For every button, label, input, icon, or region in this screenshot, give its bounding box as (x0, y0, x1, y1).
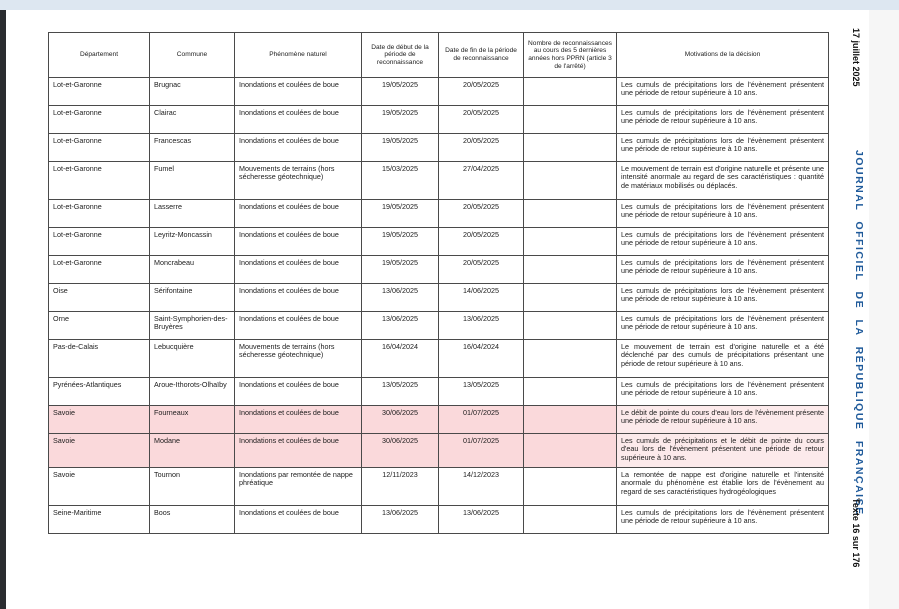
cell-nombre (524, 228, 617, 256)
cell-phenomene: Inondations et coulées de boue (235, 256, 362, 284)
cell-commune: Modane (150, 434, 235, 468)
cell-motivation: Les cumuls de précipitations lors de l'évènement présentent une période de retour supérieure à 10 ans. (617, 134, 829, 162)
cell-motivation: Les cumuls de précipitations lors de l'évènement présentent une période de retour supérieure à 10 ans. (617, 378, 829, 406)
cell-commune: Sérifontaine (150, 284, 235, 312)
cell-motivation: Le mouvement de terrain est d'origine naturelle et a été déclenché par des cumuls de précipitations présentant une période de retour supérieure à 10 ans. (617, 340, 829, 378)
cell-phenomene: Inondations et coulées de boue (235, 78, 362, 106)
cell-date-fin: 13/06/2025 (439, 506, 524, 534)
cell-motivation: Les cumuls de précipitations lors de l'évènement présentent une période de retour supérieure à 10 ans. (617, 228, 829, 256)
cell-commune: Francescas (150, 134, 235, 162)
cell-nombre (524, 256, 617, 284)
cell-nombre (524, 434, 617, 468)
header-date-fin: Date de fin de la période de reconnaissance (439, 33, 524, 78)
header-date-debut: Date de début de la période de reconnaissance (362, 33, 439, 78)
margin-journal-title: JOURNAL OFFICIEL DE LA RÉPUBLIQUE FRANÇAISE (853, 150, 865, 516)
cell-date-fin: 20/05/2025 (439, 134, 524, 162)
cell-departement: Seine-Maritime (49, 506, 150, 534)
cell-phenomene: Inondations et coulées de boue (235, 134, 362, 162)
cell-motivation: Les cumuls de précipitations lors de l'évènement présentent une période de retour supérieure à 10 ans. (617, 284, 829, 312)
table-row (49, 340, 829, 378)
table-row-highlighted (49, 434, 829, 468)
cell-departement: Savoie (49, 468, 150, 506)
cell-motivation: Les cumuls de précipitations lors de l'évènement présentent une période de retour supérieure à 10 ans. (617, 506, 829, 534)
cell-date-fin: 20/05/2025 (439, 200, 524, 228)
cell-phenomene: Inondations et coulées de boue (235, 200, 362, 228)
cell-date-fin: 01/07/2025 (439, 434, 524, 468)
cell-date-fin: 20/05/2025 (439, 228, 524, 256)
cell-motivation: Les cumuls de précipitations et le débit de pointe du cours d'eau lors de l'évènement présentent une période de retour supérieure à 10 ans. (617, 434, 829, 468)
table-row (49, 312, 829, 340)
cell-departement: Lot-et-Garonne (49, 162, 150, 200)
header-commune: Commune (150, 33, 235, 78)
cell-motivation: Les cumuls de précipitations lors de l'évènement présentent une période de retour supérieure à 10 ans. (617, 106, 829, 134)
cell-date-debut: 13/06/2025 (362, 284, 439, 312)
header-departement: Département (49, 33, 150, 78)
cell-motivation: Les cumuls de précipitations lors de l'évènement présentent une période de retour supérieure à 10 ans. (617, 200, 829, 228)
cell-commune: Lebucquière (150, 340, 235, 378)
cell-date-debut: 13/05/2025 (362, 378, 439, 406)
cell-phenomene: Inondations et coulées de boue (235, 106, 362, 134)
cell-motivation: La remontée de nappe est d'origine naturelle et l'intensité anormale du phénomène est établie lors de l'évènement au regard de ses caractéristiques hydrogéologiques (617, 468, 829, 506)
cell-phenomene: Inondations et coulées de boue (235, 506, 362, 534)
cell-nombre (524, 378, 617, 406)
cell-phenomene: Inondations et coulées de boue (235, 284, 362, 312)
cell-departement: Lot-et-Garonne (49, 106, 150, 134)
document-page (6, 10, 899, 609)
cell-departement: Savoie (49, 434, 150, 468)
cell-phenomene: Mouvements de terrains (hors sécheresse géotechnique) (235, 340, 362, 378)
cell-date-debut: 19/05/2025 (362, 256, 439, 284)
cell-phenomene: Inondations et coulées de boue (235, 406, 362, 434)
margin-text-counter: Texte 16 sur 176 (851, 498, 861, 568)
cell-motivation: Le mouvement de terrain est d'origine naturelle et présente une intensité anormale au regard de ses caractéristiques : quantité de matériaux mobilisés ou déplacés. (617, 162, 829, 200)
cell-date-debut: 13/06/2025 (362, 312, 439, 340)
table-row (49, 228, 829, 256)
cell-date-debut: 19/05/2025 (362, 134, 439, 162)
cell-date-fin: 14/06/2025 (439, 284, 524, 312)
cell-departement: Lot-et-Garonne (49, 78, 150, 106)
table-row (49, 256, 829, 284)
cell-date-debut: 30/06/2025 (362, 434, 439, 468)
cell-phenomene: Inondations et coulées de boue (235, 312, 362, 340)
cell-nombre (524, 506, 617, 534)
cell-phenomene: Inondations et coulées de boue (235, 228, 362, 256)
header-phenomene: Phénomène naturel (235, 33, 362, 78)
cell-date-debut: 15/03/2025 (362, 162, 439, 200)
cell-motivation: Le débit de pointe du cours d'eau lors de l'évènement présente une période de retour supérieure à 10 ans. (617, 406, 829, 434)
table-row (49, 378, 829, 406)
cell-departement: Lot-et-Garonne (49, 134, 150, 162)
table-row (49, 468, 829, 506)
table-row (49, 506, 829, 534)
cell-departement: Lot-et-Garonne (49, 228, 150, 256)
cell-date-fin: 13/06/2025 (439, 312, 524, 340)
margin-date: 17 juillet 2025 (851, 28, 861, 87)
cell-commune: Saint-Symphorien-des-Bruyères (150, 312, 235, 340)
cell-departement: Pas-de-Calais (49, 340, 150, 378)
browser-top-bar (0, 0, 899, 10)
cell-commune: Brugnac (150, 78, 235, 106)
page-margin-strip (869, 10, 899, 609)
cell-date-fin: 20/05/2025 (439, 256, 524, 284)
cell-phenomene: Inondations et coulées de boue (235, 434, 362, 468)
cell-phenomene: Mouvements de terrains (hors sécheresse géotechnique) (235, 162, 362, 200)
cell-nombre (524, 468, 617, 506)
cell-date-fin: 20/05/2025 (439, 106, 524, 134)
cell-commune: Fourneaux (150, 406, 235, 434)
cell-nombre (524, 312, 617, 340)
header-motivations: Motivations de la décision (617, 33, 829, 78)
cell-commune: Tournon (150, 468, 235, 506)
cell-date-fin: 13/05/2025 (439, 378, 524, 406)
cell-date-debut: 13/06/2025 (362, 506, 439, 534)
cell-date-fin: 14/12/2023 (439, 468, 524, 506)
cell-departement: Pyrénées-Atlantiques (49, 378, 150, 406)
cell-nombre (524, 200, 617, 228)
cell-commune: Fumel (150, 162, 235, 200)
cell-departement: Savoie (49, 406, 150, 434)
cell-date-fin: 20/05/2025 (439, 78, 524, 106)
cell-departement: Oise (49, 284, 150, 312)
cell-commune: Leyritz-Moncassin (150, 228, 235, 256)
cell-phenomene: Inondations et coulées de boue (235, 378, 362, 406)
cell-motivation: Les cumuls de précipitations lors de l'évènement présentent une période de retour supérieure à 10 ans. (617, 78, 829, 106)
cell-nombre (524, 106, 617, 134)
cell-date-fin: 01/07/2025 (439, 406, 524, 434)
table-row (49, 200, 829, 228)
table-row (49, 134, 829, 162)
cell-nombre (524, 284, 617, 312)
cell-commune: Moncrabeau (150, 256, 235, 284)
cell-departement: Lot-et-Garonne (49, 256, 150, 284)
cell-date-debut: 30/06/2025 (362, 406, 439, 434)
header-nombre: Nombre de reconnaissances au cours des 5 dernières années hors PPRN (article 3 de l'arrêté) (524, 33, 617, 78)
cell-date-debut: 19/05/2025 (362, 106, 439, 134)
cell-commune: Clairac (150, 106, 235, 134)
cell-commune: Aroue-Ithorots-Olhaïby (150, 378, 235, 406)
cell-nombre (524, 340, 617, 378)
table-header-row (49, 33, 829, 78)
table-row-highlighted (49, 406, 829, 434)
cell-date-debut: 19/05/2025 (362, 200, 439, 228)
cell-date-debut: 16/04/2024 (362, 340, 439, 378)
cell-date-fin: 27/04/2025 (439, 162, 524, 200)
cell-nombre (524, 134, 617, 162)
cell-nombre (524, 406, 617, 434)
table-row (49, 106, 829, 134)
table-row (49, 78, 829, 106)
cell-date-debut: 19/05/2025 (362, 78, 439, 106)
cell-phenomene: Inondations par remontée de nappe phréatique (235, 468, 362, 506)
cell-departement: Lot-et-Garonne (49, 200, 150, 228)
cell-date-debut: 12/11/2023 (362, 468, 439, 506)
cell-motivation: Les cumuls de précipitations lors de l'évènement présentent une période de retour supérieure à 10 ans. (617, 256, 829, 284)
cell-commune: Lasserre (150, 200, 235, 228)
decision-table (48, 32, 829, 534)
table-row (49, 284, 829, 312)
cell-departement: Orne (49, 312, 150, 340)
cell-motivation: Les cumuls de précipitations lors de l'évènement présentent une période de retour supérieure à 10 ans. (617, 312, 829, 340)
cell-date-debut: 19/05/2025 (362, 228, 439, 256)
table-row (49, 162, 829, 200)
cell-nombre (524, 162, 617, 200)
cell-nombre (524, 78, 617, 106)
cell-date-fin: 16/04/2024 (439, 340, 524, 378)
cell-commune: Boos (150, 506, 235, 534)
